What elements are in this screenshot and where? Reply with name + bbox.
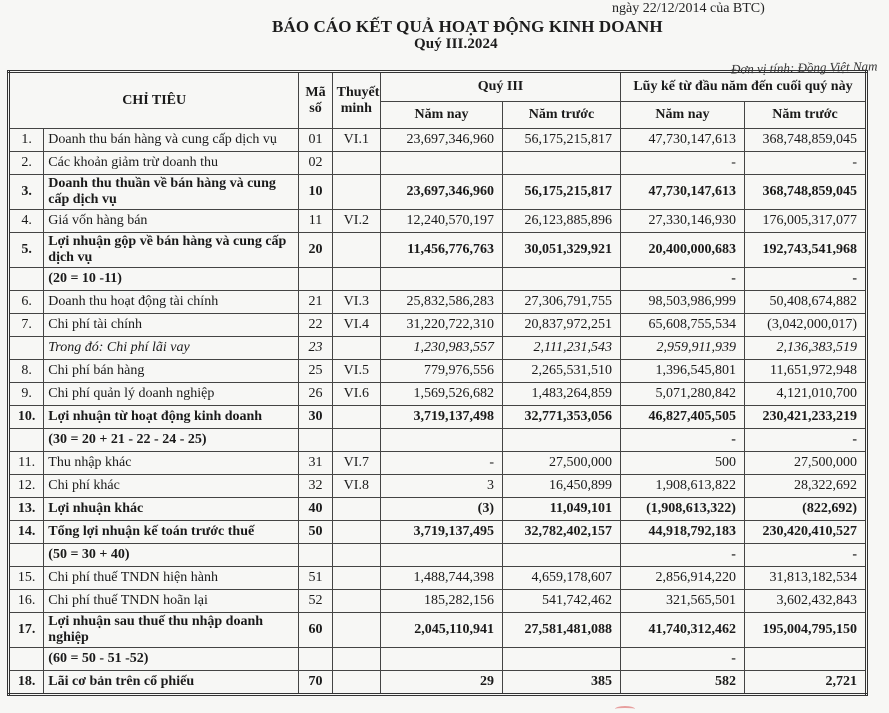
row-code: 51 — [299, 567, 332, 590]
row-indicator: Lợi nhuận khác — [44, 498, 299, 521]
row-note — [332, 544, 380, 567]
row-number: 11. — [9, 452, 44, 475]
table-row — [9, 521, 867, 544]
row-indicator: Lợi nhuận từ hoạt động kinh doanh — [44, 406, 299, 429]
row-note — [332, 671, 380, 695]
row-note — [332, 429, 380, 452]
row-number — [9, 268, 44, 291]
row-ytd-last-year: 50,408,674,882 — [744, 291, 866, 314]
table-row — [9, 268, 867, 291]
row-quarter-last-year: 27,581,481,088 — [503, 613, 621, 648]
row-ytd-this-year: 41,740,312,462 — [620, 613, 744, 648]
row-quarter-this-year — [381, 648, 503, 671]
row-ytd-this-year: - — [620, 268, 744, 291]
row-quarter-last-year: 30,051,329,921 — [503, 233, 621, 268]
row-indicator: Chi phí khác — [44, 475, 299, 498]
row-code — [299, 268, 332, 291]
row-indicator: Chi phí tài chính — [44, 314, 299, 337]
table-row — [9, 233, 867, 268]
row-quarter-last-year: 27,500,000 — [503, 452, 621, 475]
row-quarter-this-year: 1,230,983,557 — [381, 337, 503, 360]
row-number — [9, 544, 44, 567]
row-number: 15. — [9, 567, 44, 590]
row-quarter-last-year: 56,175,215,817 — [503, 129, 621, 152]
row-code: 40 — [299, 498, 332, 521]
row-number: 1. — [9, 129, 44, 152]
row-ytd-this-year: 46,827,405,505 — [620, 406, 744, 429]
row-ytd-last-year: 11,651,972,948 — [744, 360, 866, 383]
table-row — [9, 567, 867, 590]
row-quarter-this-year: 3,719,137,498 — [381, 406, 503, 429]
col-header-indicator: CHỈ TIÊU — [9, 72, 299, 129]
row-quarter-this-year — [381, 268, 503, 291]
row-quarter-this-year: 1,488,744,398 — [381, 567, 503, 590]
row-indicator: Các khoản giảm trừ doanh thu — [44, 152, 299, 175]
row-indicator: Chi phí thuế TNDN hoãn lại — [44, 590, 299, 613]
row-quarter-last-year: 541,742,462 — [503, 590, 621, 613]
row-quarter-last-year — [503, 152, 621, 175]
row-indicator: Chi phí quản lý doanh nghiệp — [44, 383, 299, 406]
row-indicator: Lãi cơ bản trên cổ phiếu — [44, 671, 299, 695]
row-number — [9, 429, 44, 452]
table-row — [9, 452, 867, 475]
row-note — [332, 337, 380, 360]
row-ytd-last-year: - — [744, 268, 866, 291]
row-ytd-last-year: - — [744, 544, 866, 567]
row-indicator: Chi phí thuế TNDN hiện hành — [44, 567, 299, 590]
row-code: 50 — [299, 521, 332, 544]
row-quarter-this-year: 3,719,137,495 — [381, 521, 503, 544]
row-indicator: (20 = 10 -11) — [44, 268, 299, 291]
row-ytd-this-year: - — [620, 152, 744, 175]
row-quarter-last-year: 2,111,231,543 — [503, 337, 621, 360]
row-code: 26 — [299, 383, 332, 406]
table-row — [9, 152, 867, 175]
row-quarter-this-year: 1,569,526,682 — [381, 383, 503, 406]
row-quarter-last-year: 4,659,178,607 — [503, 567, 621, 590]
row-code — [299, 429, 332, 452]
row-quarter-last-year: 16,450,899 — [503, 475, 621, 498]
row-ytd-this-year: 65,608,755,534 — [620, 314, 744, 337]
col-header-quarter-this-year: Năm nay — [381, 102, 503, 129]
row-number — [9, 648, 44, 671]
table-row — [9, 613, 867, 648]
row-note — [332, 567, 380, 590]
row-code: 20 — [299, 233, 332, 268]
row-quarter-last-year: 56,175,215,817 — [503, 175, 621, 210]
row-quarter-this-year — [381, 429, 503, 452]
row-note — [332, 498, 380, 521]
row-quarter-this-year: 12,240,570,197 — [381, 210, 503, 233]
table-row — [9, 360, 867, 383]
row-quarter-last-year: 1,483,264,859 — [503, 383, 621, 406]
row-ytd-last-year: 27,500,000 — [744, 452, 866, 475]
row-quarter-last-year — [503, 648, 621, 671]
row-quarter-last-year: 26,123,885,896 — [503, 210, 621, 233]
row-note — [332, 268, 380, 291]
report-title: BÁO CÁO KẾT QUẢ HOẠT ĐỘNG KINH DOANH — [272, 17, 663, 36]
row-code: 32 — [299, 475, 332, 498]
row-indicator: Thu nhập khác — [44, 452, 299, 475]
row-indicator: Lợi nhuận gộp về bán hàng và cung cấp dịch vụ — [44, 233, 299, 268]
row-quarter-last-year: 2,265,531,510 — [503, 360, 621, 383]
table-row — [9, 175, 867, 210]
row-code: 21 — [299, 291, 332, 314]
row-indicator: Trong đó: Chi phí lãi vay — [44, 337, 299, 360]
row-code: 30 — [299, 406, 332, 429]
row-code: 70 — [299, 671, 332, 695]
row-quarter-last-year: 20,837,972,251 — [503, 314, 621, 337]
table-row — [9, 544, 867, 567]
row-ytd-last-year: 4,121,010,700 — [744, 383, 866, 406]
row-ytd-this-year: 2,856,914,220 — [620, 567, 744, 590]
income-statement-table — [7, 70, 868, 696]
row-code: 25 — [299, 360, 332, 383]
row-code: 60 — [299, 613, 332, 648]
regulation-note — [612, 0, 876, 17]
row-quarter-this-year: 2,045,110,941 — [381, 613, 503, 648]
row-ytd-this-year: 321,565,501 — [620, 590, 744, 613]
row-quarter-this-year — [381, 152, 503, 175]
row-quarter-this-year: 23,697,346,960 — [381, 175, 503, 210]
row-ytd-this-year: 1,396,545,801 — [620, 360, 744, 383]
table-row — [9, 291, 867, 314]
row-quarter-this-year: 3 — [381, 475, 503, 498]
row-indicator: Doanh thu bán hàng và cung cấp dịch vụ — [44, 129, 299, 152]
row-ytd-last-year: 2,721 — [744, 671, 866, 695]
row-ytd-last-year: (3,042,000,017) — [744, 314, 866, 337]
row-quarter-this-year: 779,976,556 — [381, 360, 503, 383]
row-ytd-this-year: 98,503,986,999 — [620, 291, 744, 314]
row-quarter-this-year: 23,697,346,960 — [381, 129, 503, 152]
col-header-code: Mã số — [299, 72, 332, 129]
row-code: 02 — [299, 152, 332, 175]
row-note — [332, 590, 380, 613]
row-quarter-last-year: 32,771,353,056 — [503, 406, 621, 429]
stamp-mark — [615, 706, 635, 712]
row-ytd-last-year: - — [744, 429, 866, 452]
row-code: 22 — [299, 314, 332, 337]
row-code — [299, 648, 332, 671]
row-note: VI.1 — [332, 129, 380, 152]
row-quarter-last-year: 32,782,402,157 — [503, 521, 621, 544]
row-number: 5. — [9, 233, 44, 268]
col-header-note: Thuyết minh — [332, 72, 380, 129]
row-code: 01 — [299, 129, 332, 152]
row-quarter-last-year — [503, 544, 621, 567]
row-note — [332, 175, 380, 210]
table-body — [9, 129, 867, 695]
row-indicator: (60 = 50 - 51 -52) — [44, 648, 299, 671]
table-row — [9, 383, 867, 406]
col-header-quarter: Quý III — [381, 72, 621, 102]
currency-unit: Đơn vị tính: Đồng Việt Nam — [730, 58, 878, 77]
row-ytd-last-year: 192,743,541,968 — [744, 233, 866, 268]
row-quarter-last-year: 385 — [503, 671, 621, 695]
row-quarter-this-year: 29 — [381, 671, 503, 695]
row-ytd-this-year: 20,400,000,683 — [620, 233, 744, 268]
row-note — [332, 233, 380, 268]
table-row — [9, 210, 867, 233]
report-period: Quý III.2024 — [414, 36, 498, 52]
col-header-ytd: Lũy kế từ đầu năm đến cuối quý này — [620, 72, 866, 102]
row-quarter-last-year: 27,306,791,755 — [503, 291, 621, 314]
row-quarter-this-year: 11,456,776,763 — [381, 233, 503, 268]
row-ytd-last-year: 230,420,410,527 — [744, 521, 866, 544]
row-note: VI.7 — [332, 452, 380, 475]
row-ytd-last-year: 368,748,859,045 — [744, 129, 866, 152]
row-number: 14. — [9, 521, 44, 544]
row-indicator: Tổng lợi nhuận kế toán trước thuế — [44, 521, 299, 544]
row-ytd-last-year: 368,748,859,045 — [744, 175, 866, 210]
row-indicator: Chi phí bán hàng — [44, 360, 299, 383]
row-ytd-last-year: (822,692) — [744, 498, 866, 521]
table-row — [9, 314, 867, 337]
table-row — [9, 429, 867, 452]
row-note — [332, 152, 380, 175]
row-quarter-this-year: - — [381, 452, 503, 475]
row-number: 18. — [9, 671, 44, 695]
row-note: VI.3 — [332, 291, 380, 314]
regulation-note-line: ngày 22/12/2014 của BTC) — [612, 1, 765, 16]
row-number: 17. — [9, 613, 44, 648]
row-ytd-last-year: 2,136,383,519 — [744, 337, 866, 360]
table-row — [9, 590, 867, 613]
row-number: 4. — [9, 210, 44, 233]
row-ytd-this-year: - — [620, 544, 744, 567]
row-ytd-last-year: 195,004,795,150 — [744, 613, 866, 648]
row-number: 6. — [9, 291, 44, 314]
header-row-1 — [9, 72, 867, 102]
row-note: VI.8 — [332, 475, 380, 498]
row-quarter-last-year — [503, 268, 621, 291]
row-quarter-last-year: 11,049,101 — [503, 498, 621, 521]
row-number: 10. — [9, 406, 44, 429]
row-code — [299, 544, 332, 567]
row-note: VI.2 — [332, 210, 380, 233]
row-number: 12. — [9, 475, 44, 498]
row-code: 52 — [299, 590, 332, 613]
row-ytd-this-year: 47,730,147,613 — [620, 129, 744, 152]
row-ytd-this-year: 5,071,280,842 — [620, 383, 744, 406]
row-number: 16. — [9, 590, 44, 613]
row-quarter-this-year: 31,220,722,310 — [381, 314, 503, 337]
row-ytd-this-year: 2,959,911,939 — [620, 337, 744, 360]
row-note: VI.4 — [332, 314, 380, 337]
row-number: 9. — [9, 383, 44, 406]
col-header-ytd-this-year: Năm nay — [620, 102, 744, 129]
row-indicator: Lợi nhuận sau thuế thu nhập doanh nghiệp — [44, 613, 299, 648]
row-ytd-last-year — [744, 648, 866, 671]
row-indicator: Doanh thu hoạt động tài chính — [44, 291, 299, 314]
table-row — [9, 475, 867, 498]
row-number: 2. — [9, 152, 44, 175]
row-number: 8. — [9, 360, 44, 383]
row-ytd-this-year: - — [620, 648, 744, 671]
row-quarter-this-year — [381, 544, 503, 567]
row-ytd-this-year: 1,908,613,822 — [620, 475, 744, 498]
row-ytd-this-year: 47,730,147,613 — [620, 175, 744, 210]
row-ytd-this-year: 27,330,146,930 — [620, 210, 744, 233]
row-ytd-this-year: 500 — [620, 452, 744, 475]
row-number: 7. — [9, 314, 44, 337]
row-note — [332, 613, 380, 648]
table-row — [9, 671, 867, 695]
row-quarter-this-year: (3) — [381, 498, 503, 521]
table-row — [9, 498, 867, 521]
row-indicator: (50 = 30 + 40) — [44, 544, 299, 567]
row-note: VI.5 — [332, 360, 380, 383]
row-ytd-last-year: 3,602,432,843 — [744, 590, 866, 613]
table-row — [9, 648, 867, 671]
row-indicator: Doanh thu thuần về bán hàng và cung cấp dịch vụ — [44, 175, 299, 210]
row-code: 10 — [299, 175, 332, 210]
row-code: 11 — [299, 210, 332, 233]
table-row — [9, 406, 867, 429]
row-ytd-last-year: - — [744, 152, 866, 175]
row-number — [9, 337, 44, 360]
col-header-quarter-last-year: Năm trước — [503, 102, 621, 129]
table-row — [9, 129, 867, 152]
row-ytd-this-year: - — [620, 429, 744, 452]
row-ytd-last-year: 230,421,233,219 — [744, 406, 866, 429]
row-ytd-this-year: 582 — [620, 671, 744, 695]
row-ytd-last-year: 28,322,692 — [744, 475, 866, 498]
row-indicator: Giá vốn hàng bán — [44, 210, 299, 233]
row-code: 23 — [299, 337, 332, 360]
col-header-ytd-last-year: Năm trước — [744, 102, 866, 129]
row-ytd-this-year: 44,918,792,183 — [620, 521, 744, 544]
row-quarter-this-year: 25,832,586,283 — [381, 291, 503, 314]
row-number: 3. — [9, 175, 44, 210]
row-ytd-last-year: 176,005,317,077 — [744, 210, 866, 233]
table-row — [9, 337, 867, 360]
row-quarter-last-year — [503, 429, 621, 452]
row-quarter-this-year: 185,282,156 — [381, 590, 503, 613]
row-number: 13. — [9, 498, 44, 521]
row-ytd-last-year: 31,813,182,534 — [744, 567, 866, 590]
row-note — [332, 521, 380, 544]
row-note: VI.6 — [332, 383, 380, 406]
row-ytd-this-year: (1,908,613,322) — [620, 498, 744, 521]
row-note — [332, 648, 380, 671]
row-note — [332, 406, 380, 429]
row-indicator: (30 = 20 + 21 - 22 - 24 - 25) — [44, 429, 299, 452]
row-code: 31 — [299, 452, 332, 475]
